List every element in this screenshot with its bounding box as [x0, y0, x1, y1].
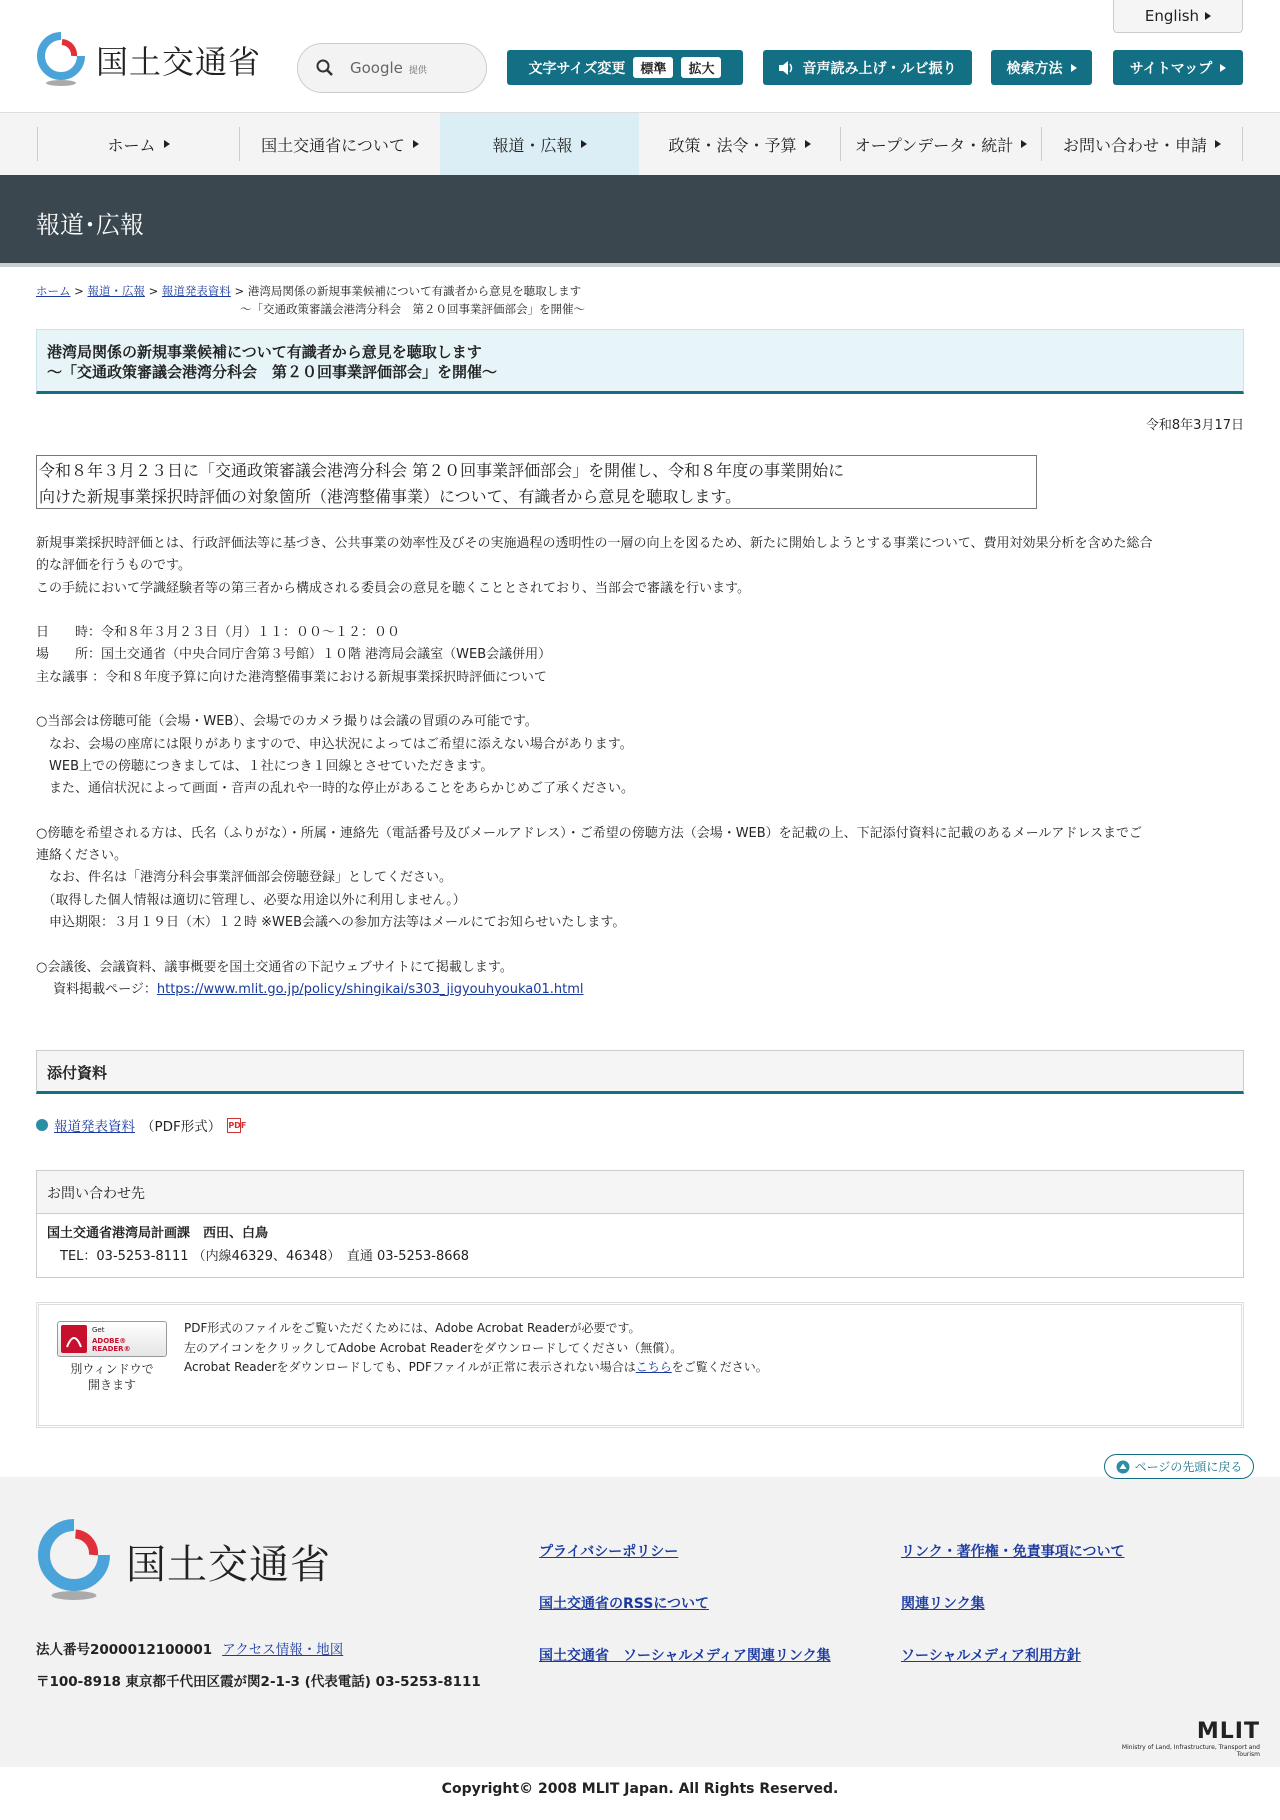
badge-main-text: ADOBE® READER®: [92, 1337, 131, 1353]
mlit-logo-icon: [36, 1519, 112, 1603]
attachments-heading: 添付資料: [36, 1050, 1244, 1094]
arrow-right-icon: [1071, 64, 1077, 72]
body-line: なお、件名は「港湾分科会事業評価部会傍聴登録」としてください。: [36, 870, 453, 886]
body-line: 資料掲載ページ：https://www.mlit.go.jp/policy/shingikai/s303_jigyouhyouka01.html: [36, 981, 584, 997]
acrobat-line: PDF形式のファイルをご覧いただくためには、Adobe Acrobat Readerが必要です。: [184, 1321, 641, 1335]
body-line: 的な評価を行うものです。: [36, 558, 191, 574]
breadcrumb-press[interactable]: 報道・広報: [87, 284, 145, 298]
pdf-icon: PDF: [227, 1118, 241, 1133]
contact-tel: TEL：03-5253-8111 （内線46329、46348） 直通 03-5253-8668: [47, 1249, 470, 1264]
badge-small-text: Get: [92, 1326, 105, 1334]
font-size-label: 文字サイズ変更: [528, 60, 626, 77]
body-line: ○傍聴を希望される方は、氏名（ふりがな）・所属・連絡先（電話番号及びメールアドレス）・ご希望の傍聴方法（会場・WEB）を記載の上、下記添付資料に記載のあるメールアドレスまでご: [36, 825, 1143, 841]
copyright-link[interactable]: リンク・著作権・免責事項について: [901, 1544, 1125, 1560]
font-standard-button[interactable]: 標準: [633, 57, 673, 78]
get-adobe-reader-button[interactable]: [57, 1321, 167, 1357]
page-title: [36, 329, 1244, 394]
body-line: ○当部会は傍聴可能（会場・WEB）、会場でのカメラ撮りは会議の冒頭のみ可能です。: [36, 714, 538, 730]
attachment-item: [36, 1115, 247, 1135]
sitemap-label: サイトマップ: [1129, 60, 1213, 77]
attachment-format: （PDF形式）: [141, 1119, 222, 1135]
nav-item-opendata[interactable]: [841, 113, 1041, 175]
global-nav: [0, 112, 1280, 175]
arrow-right-icon: [581, 140, 587, 148]
body-line: WEB上での傍聴につきましては、１社につき１回線とさせていただきます。: [36, 758, 494, 774]
font-size-control: [507, 50, 743, 85]
social-media-links-link[interactable]: 国土交通省 ソーシャルメディア関連リンク集: [539, 1648, 831, 1664]
body-line: ○会議後、会議資料、議事概要を国土交通省の下記ウェブサイトにて掲載します。: [36, 959, 513, 975]
font-large-button[interactable]: 拡大: [681, 57, 721, 78]
acrobat-line: 左のアイコンをクリックしてAdobe Acrobat Readerをダウンロードしてください（無償）。: [184, 1340, 683, 1355]
site-header: [0, 0, 1280, 112]
nav-item-home[interactable]: [38, 113, 239, 175]
access-map-link[interactable]: アクセス情報・地図: [222, 1642, 344, 1658]
arrow-right-icon: [1205, 12, 1211, 20]
speech-label: 音声読み上げ・ルビ振り: [802, 60, 957, 77]
search-icon: [316, 59, 334, 77]
arrow-right-icon: [1220, 64, 1226, 72]
bullet-arrow-icon: [36, 1119, 48, 1131]
body-line: この手続において学識経験者等の第三者から構成される委員会の意見を聴くこととされており、当部会で審議を行います。: [36, 580, 750, 596]
lead-line: 令和８年３月２３日に「交通政策審議会港湾分科会 第２０回事業評価部会」を開催し、令和８年度の事業開始に: [39, 461, 845, 480]
meeting-place: 場 所：国土交通省（中央合同庁舎第３号館）１０階 港湾局会議室（WEB会議併用）: [36, 647, 552, 663]
back-to-top-label: ページの先頭に戻る: [1134, 1460, 1243, 1474]
press-release-pdf-link[interactable]: 報道発表資料: [54, 1119, 135, 1135]
lead-box: [36, 455, 1037, 509]
speech-button[interactable]: [763, 50, 972, 85]
acrobat-line: Acrobat Readerをダウンロードしても、PDFファイルが正常に表示されない場合はこちらをご覧ください。: [184, 1360, 768, 1374]
mlit-wordmark: MLIT Ministry of Land, Infrastructure, Transport and Tourism: [1121, 1719, 1260, 1758]
article-body: [36, 533, 1246, 1001]
breadcrumb-home[interactable]: ホーム: [36, 284, 71, 298]
corporate-number: 法人番号2000012100001: [36, 1642, 213, 1658]
footer-info: [36, 1634, 481, 1698]
body-line: 新規事業採択時評価とは、行政評価法等に基づき、公共事業の効率性及びその実施過程の透明性の一層の向上を図るため、新たに開始しようとする事業について、費用対効果分析を含めた総合: [36, 536, 1153, 551]
mlit-logo-icon: [36, 32, 86, 88]
nav-label: 政策・法令・予算: [668, 135, 797, 155]
arrow-right-icon: [413, 140, 419, 148]
site-footer: [0, 1477, 1280, 1767]
nav-item-press[interactable]: [440, 113, 639, 175]
search-method-button[interactable]: [991, 50, 1092, 85]
acrobat-notice: [36, 1302, 1244, 1428]
breadcrumb: ホーム > 報道・広報 > 報道発表資料 > 港湾局関係の新規事業候補について有識者から意見を聴取します ～「交通政策審議会港湾分科会 第２０回事業評価部会」を開催～: [36, 282, 1246, 318]
rss-link[interactable]: 国土交通省のRSSについて: [539, 1596, 710, 1612]
publish-date: 令和8年3月17日: [1145, 418, 1244, 433]
search-method-label: 検索方法: [1006, 60, 1063, 77]
title-line: 港湾局関係の新規事業候補について有識者から意見を聴取します: [47, 343, 482, 361]
lead-line: 向けた新規事業採択時評価の対象箇所（港湾整備事業）について、有識者から意見を聴取します。: [39, 487, 742, 506]
materials-link[interactable]: https://www.mlit.go.jp/policy/shingikai/s303_jigyouhyouka01.html: [156, 981, 584, 997]
meeting-agenda: 主な議事 ：令和８年度予算に向けた港湾整備事業における新規事業採択時評価について: [36, 669, 547, 685]
related-links-link[interactable]: 関連リンク集: [901, 1596, 985, 1612]
arrow-up-icon: [1116, 1460, 1130, 1474]
meeting-datetime: 日 時：令和８年３月２３日（月）１１：００～１２：００: [36, 625, 401, 641]
acrobat-text: [184, 1319, 768, 1378]
search-input[interactable]: [297, 43, 487, 93]
nav-item-contact[interactable]: [1042, 113, 1242, 175]
contact-box: [36, 1170, 1244, 1278]
nav-label: 国土交通省について: [261, 135, 405, 155]
nav-label: オープンデータ・統計: [854, 135, 1014, 155]
breadcrumb-current: 港湾局関係の新規事業候補について有識者から意見を聴取します: [247, 284, 582, 298]
social-media-policy-link[interactable]: ソーシャルメディア利用方針: [901, 1648, 1081, 1664]
adobe-icon: [61, 1325, 87, 1353]
body-line: また、通信状況によって画面・音声の乱れや一時的な停止があることをあらかじめご了承ください。: [36, 781, 635, 797]
contact-name: 国土交通省港湾局計画課 西田、白鳥: [47, 1226, 269, 1241]
section-banner: 報道･広報: [0, 175, 1280, 267]
body-line: 連絡ください。: [36, 848, 128, 864]
breadcrumb-current-sub: ～「交通政策審議会港湾分科会 第２０回事業評価部会」を開催～: [240, 302, 585, 316]
speaker-icon: [779, 61, 795, 75]
contact-heading: お問い合わせ先: [37, 1171, 1243, 1214]
body-line: なお、会場の座席には限りがありますので、申込状況によってはご希望に添えない場合があります。: [36, 736, 633, 752]
copyright: Copyright© 2008 MLIT Japan. All Rights Reserved.: [441, 1781, 839, 1797]
arrow-right-icon: [1021, 140, 1027, 148]
nav-label: お問い合わせ・申請: [1062, 135, 1207, 155]
arrow-right-icon: [164, 140, 170, 148]
footer-address: 〒100-8918 東京都千代田区霞が関2-1-3 (代表電話) 03-5253-8111: [36, 1674, 481, 1690]
arrow-right-icon: [805, 140, 811, 148]
privacy-policy-link[interactable]: プライバシーポリシー: [539, 1544, 679, 1560]
nav-label: ホーム: [107, 135, 156, 155]
arrow-right-icon: [1215, 140, 1221, 148]
back-to-top-button[interactable]: [1104, 1454, 1254, 1479]
nav-item-about[interactable]: [240, 113, 440, 175]
footer-logo[interactable]: [36, 1519, 331, 1603]
breadcrumb-releases[interactable]: 報道発表資料: [161, 284, 231, 298]
english-label: English: [1144, 7, 1200, 25]
title-subline: ～「交通政策審議会港湾分科会 第２０回事業評価部会」を開催～: [47, 363, 498, 381]
nav-item-policy[interactable]: [639, 113, 840, 175]
new-window-note: 別ウィンドウで 開きます: [70, 1362, 154, 1392]
acrobat-help-link[interactable]: こちら: [635, 1360, 672, 1374]
footer-logo-text: 国土交通省: [126, 1541, 331, 1588]
body-line: （取得した個人情報は適切に管理し、必要な用途以外に利用しません。）: [36, 892, 466, 908]
body-line: 申込期限：３月１９日（木）１２時 ※WEB会議への参加方法等はメールにてお知らせいたします。: [36, 915, 626, 931]
site-logo[interactable]: [36, 32, 261, 88]
sitemap-button[interactable]: [1113, 50, 1243, 85]
english-button[interactable]: [1113, 0, 1243, 33]
nav-label: 報道・広報: [492, 135, 573, 155]
logo-text: 国土交通省: [96, 43, 262, 81]
nav-divider: [1242, 127, 1243, 161]
search-placeholder: Google 提供: [350, 59, 427, 77]
